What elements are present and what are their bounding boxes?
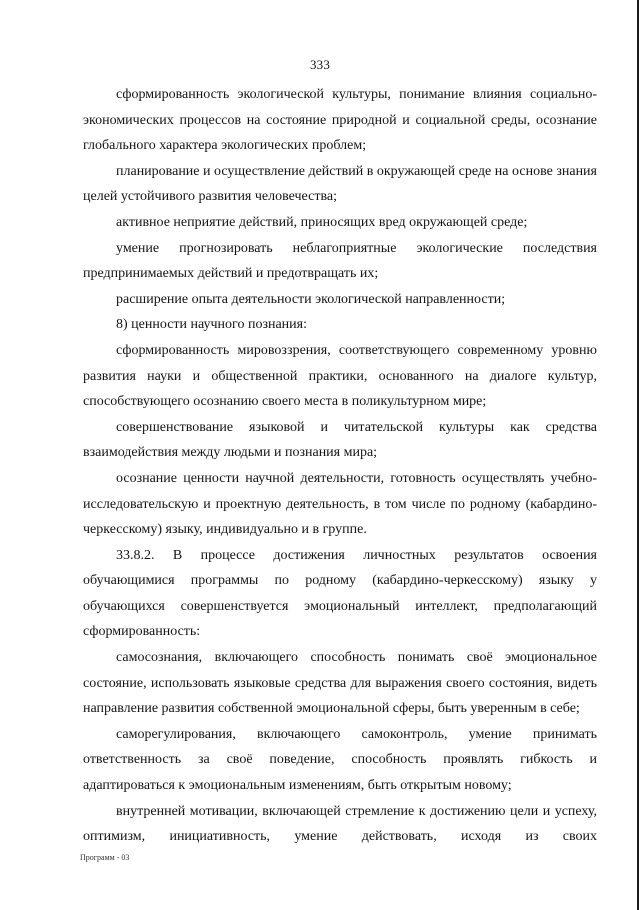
paragraph-planning-actions: планирование и осуществление действий в окружающей среде на основе знания целей устойчивого развития человечества; — [83, 163, 597, 205]
paragraph-worldview: сформированность мировоззрения, соответствующего современному уровню развития науки и общественной практики, основанного на диалоге культур, способствующего осознанию своего места в поликультурном мире; — [83, 342, 597, 410]
paragraph-internal-motivation: внутренней мотивации, включающей стремление к достижению цели и успеху, оптимизм, инициативность, умение действовать, исходя из своих — [83, 803, 597, 845]
paragraph-self-awareness: самосознания, включающего способность понимать своё эмоциональное состояние, использовать языковые средства для выражения своего состояния, видеть направление развития собственной эмоциональной сферы, быть уверенным в себе; — [83, 650, 597, 717]
paragraph-self-regulation: саморегулирования, включающего самоконтроль, умение принимать ответственность за своё поведение, способность проявлять гибкость и адаптироваться к эмоциональным изменениям, быть открытым новому; — [83, 726, 597, 794]
scan-edge — [637, 0, 639, 910]
page-number: 333 — [309, 57, 331, 72]
paragraph-active-rejection: активное неприятие действий, приносящих вред окружающей среде; — [116, 214, 528, 230]
footer-note: Программ - 03 — [80, 853, 130, 862]
paragraph-language-culture: совершенствование языковой и читательской культуры как средства взаимодействия между людьми и познания мира; — [83, 419, 597, 461]
paragraph-experience: расширение опыта деятельности экологической направленности; — [116, 291, 506, 307]
paragraph-heading-scientific-values: 8) ценности научного познания: — [116, 317, 307, 333]
paragraph-scientific-activity: осознание ценности научной деятельности, готовность осуществлять учебно-исследовательскую и проектную деятельность, в том числе по родному (кабардино-черкесскому) языку, индивидуально и в группе. — [83, 470, 597, 538]
paragraph-section-33-8-2: 33.8.2. В процессе достижения личностных результатов освоения обучающимися программы по родному (кабардино-черкесскому) языку у обучающихся совершенствуется эмоциональный интеллект, предполагающий сформированность: — [83, 547, 597, 640]
paragraph-ecological-culture: сформированность экологической культуры, понимание влияния социально-экономических процессов на состояние природной и социальной среды, осознание глобального характера экологических проблем; — [83, 87, 597, 154]
paragraph-forecasting: умение прогнозировать неблагоприятные экологические последствия предпринимаемых действий и предотвращать их; — [83, 240, 597, 282]
body-text — [83, 82, 597, 850]
